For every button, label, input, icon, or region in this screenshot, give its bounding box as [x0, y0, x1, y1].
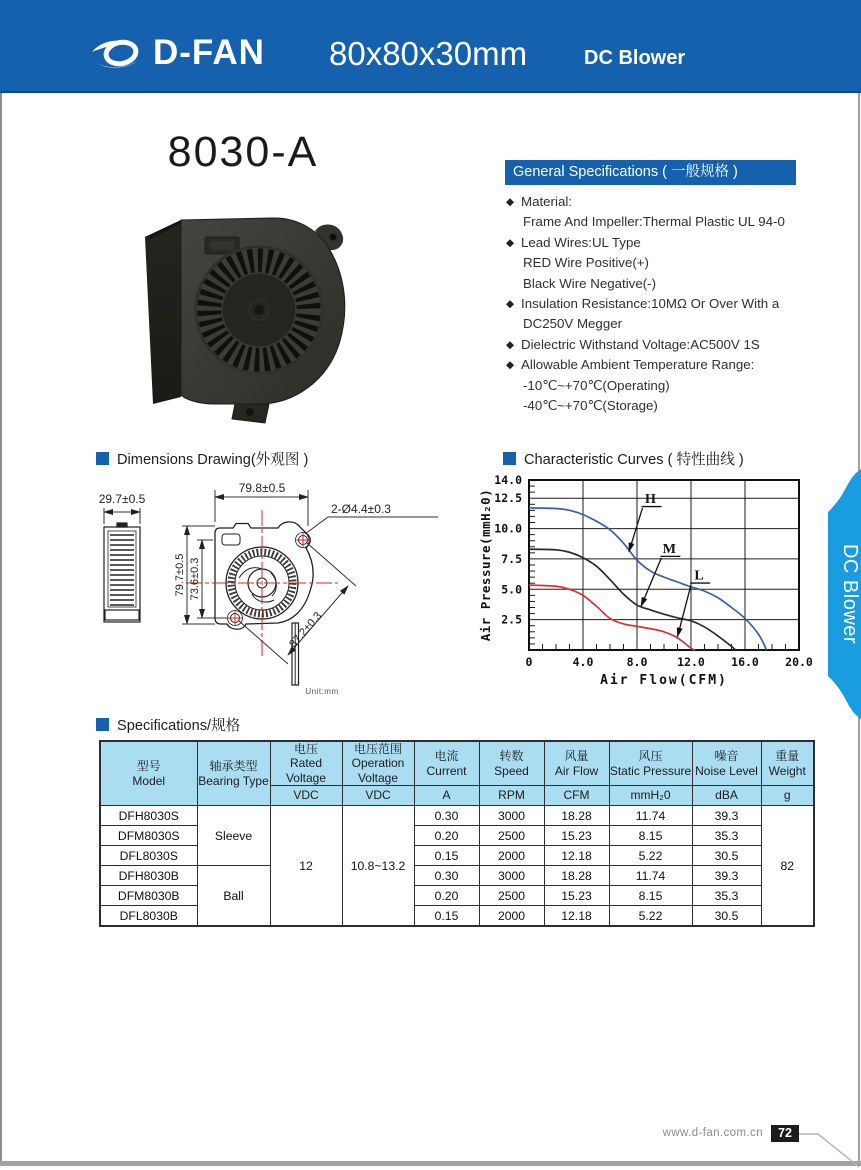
svg-text:20.0: 20.0: [785, 655, 813, 669]
spec-text: DC250V Megger: [523, 316, 623, 332]
cell-model: DFL8030S: [100, 846, 197, 866]
cell-model: DFM8030B: [100, 886, 197, 906]
cell-current: 0.15: [414, 846, 479, 866]
side-tab: [813, 468, 861, 720]
cell-pressure: 5.22: [609, 906, 692, 927]
general-spec-line: [506, 253, 816, 273]
column-unit-operation_voltage: VDC: [342, 786, 414, 806]
spec-text: Allowable Ambient Temperature Range:: [521, 357, 755, 373]
blue-square-icon: [96, 452, 109, 465]
dim-hole-pitch-diagonal: 87.2±0.3: [287, 609, 325, 651]
general-spec-line: [506, 335, 816, 355]
side-view: [104, 523, 140, 622]
column-unit-noise: dBA: [692, 786, 761, 806]
column-header-operation_voltage: 电压范围 Operation Voltage: [342, 741, 414, 786]
model-title: 8030-A: [167, 128, 319, 176]
column-unit-current: A: [414, 786, 479, 806]
diamond-bullet-icon: ◆: [506, 298, 515, 311]
brand-name: D-FAN: [153, 33, 265, 72]
fan-swoosh-icon: [91, 36, 149, 70]
spec-text: -40℃~+70℃(Storage): [523, 398, 658, 414]
cell-noise: 39.3: [692, 806, 761, 826]
blue-square-icon: [96, 718, 109, 731]
curve-L: [529, 585, 695, 650]
column-header-pressure: 风压 Static Pressure: [609, 741, 692, 786]
cell-noise: 35.3: [692, 826, 761, 846]
spec-text: -10℃~+70℃(Operating): [523, 377, 670, 393]
general-spec-line: [506, 212, 816, 232]
svg-text:7.5: 7.5: [501, 551, 522, 566]
spec-text: RED Wire Positive(+): [523, 255, 649, 271]
cell-model: DFM8030S: [100, 826, 197, 846]
general-specs-heading-bar: General Specifications ( 一般规格 ): [505, 160, 796, 185]
cell-current: 0.20: [414, 826, 479, 846]
cell-current: 0.30: [414, 866, 479, 886]
svg-text:10.0: 10.0: [494, 521, 522, 536]
general-spec-line: [506, 376, 816, 396]
diamond-bullet-icon: ◆: [506, 196, 515, 208]
curves-section-heading: Characteristic Curves ( 特性曲线 ): [503, 448, 744, 469]
column-header-bearing: 轴承类型 Bearing Type: [197, 741, 270, 806]
column-header-rated_voltage: 电压 Rated Voltage: [270, 741, 342, 786]
cell-speed: 2500: [479, 886, 544, 906]
page-border-left: [0, 93, 2, 1162]
cell-operation-voltage: 10.8~13.2: [342, 806, 414, 927]
front-view: [215, 522, 313, 685]
general-spec-line: [506, 192, 816, 212]
cell-noise: 39.3: [692, 866, 761, 886]
spec-text: Lead Wires:UL Type: [521, 234, 641, 250]
svg-text:14.0: 14.0: [494, 473, 522, 487]
cell-pressure: 5.22: [609, 846, 692, 866]
column-unit-weight: g: [761, 786, 814, 806]
cell-speed: 3000: [479, 806, 544, 826]
column-header-current: 电流 Current: [414, 741, 479, 786]
curve-M: [529, 549, 736, 650]
cell-noise: 30.5: [692, 906, 761, 927]
general-spec-line: [506, 314, 816, 334]
cell-airflow: 12.18: [544, 906, 609, 927]
cell-pressure: 11.74: [609, 866, 692, 886]
unit-label: Unit:mm: [305, 687, 339, 696]
general-spec-line: [506, 355, 816, 375]
curve-label-L: L: [694, 568, 704, 584]
product-size-heading: 80x80x30mm: [329, 35, 528, 72]
general-spec-line: [506, 233, 816, 253]
svg-text:2.5: 2.5: [501, 612, 522, 627]
column-header-speed: 转数 Speed: [479, 741, 544, 786]
diamond-bullet-icon: ◆: [506, 236, 515, 249]
footer-website: www.d-fan.com.cn: [662, 1127, 763, 1139]
footer-rule-lines: [788, 1124, 861, 1170]
spec-text: Dielectric Withstand Voltage:AC500V 1S: [521, 336, 760, 352]
spec-table: [99, 740, 815, 927]
cell-pressure: 8.15: [609, 886, 692, 906]
cell-noise: 30.5: [692, 846, 761, 866]
column-header-airflow: 风量 Air Flow: [544, 741, 609, 786]
spec-text: Insulation Resistance:10MΩ Or Over With a: [521, 296, 780, 312]
cell-airflow: 15.23: [544, 886, 609, 906]
cell-weight: 82: [761, 806, 814, 927]
cell-airflow: 18.28: [544, 866, 609, 886]
svg-text:8.0: 8.0: [626, 655, 648, 669]
cell-speed: 2000: [479, 906, 544, 927]
general-specs-list: [506, 192, 816, 416]
column-header-noise: 噪音 Noise Level: [692, 741, 761, 786]
dim-holes: 2-Ø4.4±0.3: [331, 502, 391, 516]
cell-speed: 2000: [479, 846, 544, 866]
dim-front-height: 79.7±0.5: [174, 553, 186, 597]
column-unit-rated_voltage: VDC: [270, 786, 342, 806]
diamond-bullet-icon: ◆: [506, 359, 515, 372]
svg-text:16.0: 16.0: [731, 655, 759, 669]
cell-airflow: 18.28: [544, 806, 609, 826]
dimensions-drawing: [86, 470, 486, 712]
cell-rated-voltage: 12: [270, 806, 342, 927]
table-row: [100, 866, 814, 886]
column-header-model: 型号 Model: [100, 741, 197, 806]
cell-airflow: 12.18: [544, 846, 609, 866]
cell-speed: 2500: [479, 826, 544, 846]
dim-side-width: 29.7±0.5: [98, 492, 146, 506]
svg-text:Air Flow(CFM): Air Flow(CFM): [600, 673, 728, 688]
cell-pressure: 11.74: [609, 806, 692, 826]
cell-current: 0.15: [414, 906, 479, 927]
characteristic-curves-chart: [477, 470, 813, 708]
svg-text:12.0: 12.0: [677, 655, 705, 669]
product-photo: [117, 207, 354, 439]
page-border-bottom: [0, 1161, 861, 1166]
cell-pressure: 8.15: [609, 826, 692, 846]
product-type-heading: DC Blower: [584, 47, 686, 69]
svg-text:Air Pressure(mmH₂0): Air Pressure(mmH₂0): [478, 488, 493, 642]
general-spec-line: [506, 396, 816, 416]
column-unit-airflow: CFM: [544, 786, 609, 806]
svg-text:5.0: 5.0: [501, 582, 522, 597]
cell-bearing: Sleeve: [197, 806, 270, 866]
column-header-weight: 重量 Weight: [761, 741, 814, 786]
cell-bearing: Ball: [197, 866, 270, 927]
general-spec-line: [506, 294, 816, 314]
table-row: [100, 806, 814, 826]
side-tab-label: DC Blower: [839, 543, 861, 645]
dim-hole-pitch-vertical: 73.6±0.3: [189, 557, 201, 601]
svg-text:0: 0: [525, 655, 533, 669]
cell-current: 0.30: [414, 806, 479, 826]
spec-text: Material:: [521, 194, 572, 209]
dimensions-section-heading: Dimensions Drawing(外观图 ): [96, 448, 308, 469]
blue-square-icon: [503, 452, 516, 465]
footer-page-number: 72: [771, 1125, 799, 1142]
centerlines: [186, 510, 338, 656]
cell-airflow: 15.23: [544, 826, 609, 846]
cell-model: DFL8030B: [100, 906, 197, 927]
cell-model: DFH8030B: [100, 866, 197, 886]
curve-label-H: H: [645, 492, 656, 508]
cell-model: DFH8030S: [100, 806, 197, 826]
spec-text: Black Wire Negative(-): [523, 275, 656, 291]
column-unit-pressure: mmH₂0: [609, 786, 692, 806]
dim-front-width: 79.8±0.5: [238, 481, 286, 495]
curve-label-M: M: [662, 541, 677, 557]
cell-current: 0.20: [414, 886, 479, 906]
spec-text: Frame And Impeller:Thermal Plastic UL 94-0: [523, 214, 785, 230]
column-unit-speed: RPM: [479, 786, 544, 806]
diamond-bullet-icon: ◆: [506, 338, 515, 351]
header-bar: [0, 0, 861, 93]
cell-noise: 35.3: [692, 886, 761, 906]
svg-text:4.0: 4.0: [572, 655, 594, 669]
general-spec-line: [506, 274, 816, 294]
cell-speed: 3000: [479, 866, 544, 886]
svg-text:12.5: 12.5: [494, 491, 522, 506]
specifications-section-heading: Specifications/规格: [96, 714, 240, 735]
